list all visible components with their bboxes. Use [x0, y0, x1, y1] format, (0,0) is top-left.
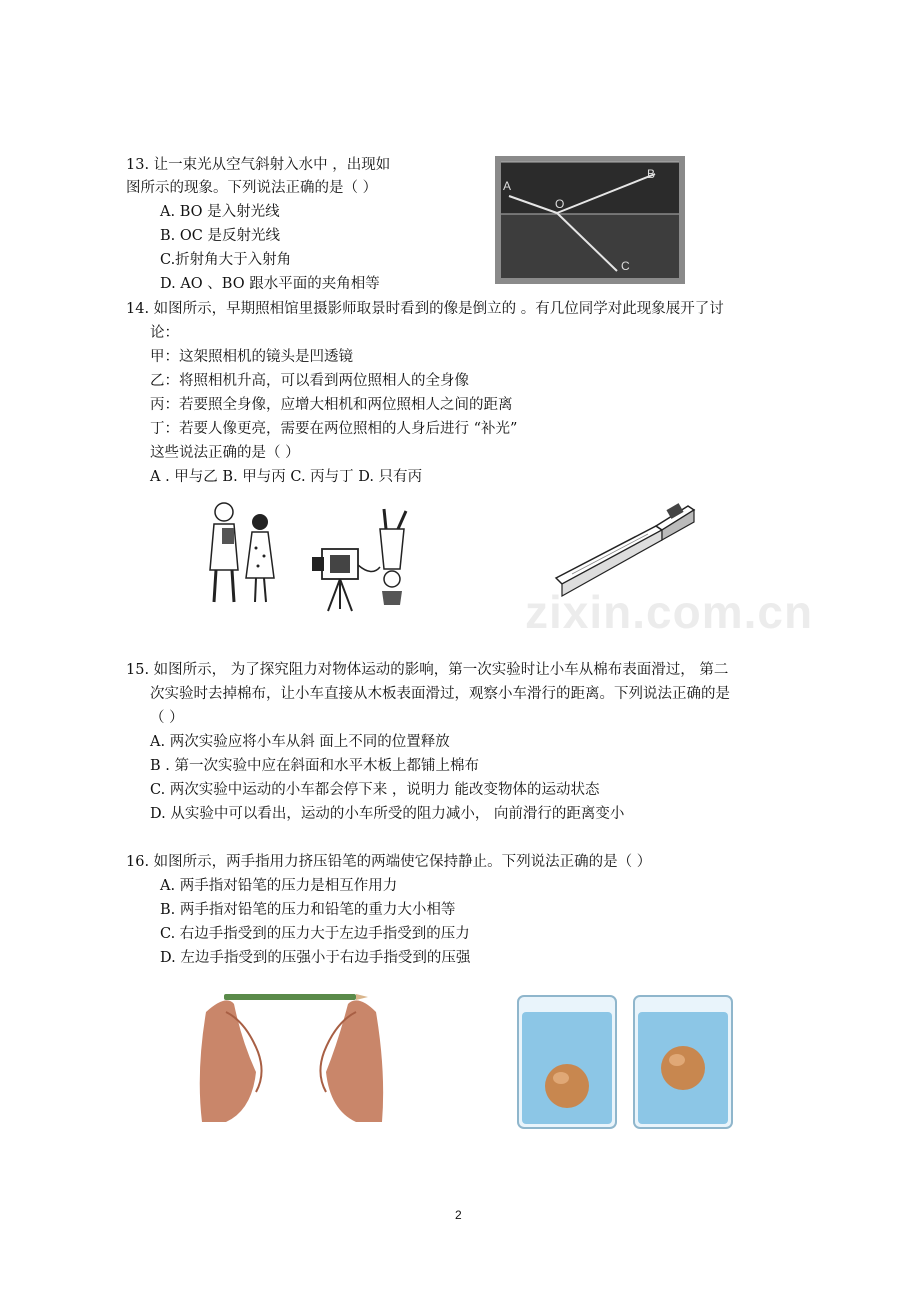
- q14-ask: 这些说法正确的是（ ）: [150, 445, 300, 461]
- q14-stem-line1: 14. 如图所示，早期照相馆里摄影师取景时看到的像是倒立的 。有几位同学对此现象展开了讨: [126, 301, 724, 317]
- beakers-eggs-photo: [512, 990, 744, 1130]
- page-number: 2: [455, 1208, 462, 1222]
- q15-stem-line1: 15. 如图所示， 为了探究阻力对物体运动的影响，第一次实验时让小车从棉布表面滑过， 第二: [126, 662, 729, 678]
- q13-option-d: D. AO 、BO 跟水平面的夹角相等: [160, 276, 380, 292]
- q14-statement-bing: 丙：若要照全身像，应增大相机和两位照相人之间的距离: [150, 397, 513, 413]
- q15-stem-line3: （ ）: [150, 710, 184, 726]
- camera-illustration: [306, 505, 416, 613]
- q16-stem-line1: 16. 如图所示，两手指用力挤压铅笔的两端使它保持静止。下列说法正确的是（ ）: [126, 854, 652, 870]
- fig-label-a: A: [503, 179, 512, 193]
- q14-statement-yi: 乙：将照相机升高，可以看到两位照相人的全身像: [150, 373, 469, 389]
- people-posing-illustration: [200, 498, 280, 610]
- watermark: zixin.com.cn: [525, 586, 814, 638]
- q15-option-a: A. 两次实验应将小车从斜 面上不同的位置释放: [150, 734, 450, 750]
- q16-option-a: A. 两手指对铅笔的压力是相互作用力: [160, 878, 398, 894]
- q13-option-b: B. OC 是反射光线: [160, 228, 280, 244]
- q14-statement-jia: 甲：这架照相机的镜头是凹透镜: [150, 349, 353, 365]
- q15-option-c: C. 两次实验中运动的小车都会停下来 ，说明力 能改变物体的运动状态: [150, 782, 600, 798]
- pencil-hands-photo: [196, 982, 386, 1127]
- q13-option-a: A. BO 是入射光线: [160, 204, 280, 220]
- q15-option-b: B . 第一次实验中应在斜面和水平木板上都铺上棉布: [150, 758, 479, 774]
- q13-stem-line1: 13. 让一束光从空气斜射入水中 ，出现如: [126, 157, 391, 173]
- q14-stem-line2: 论：: [150, 325, 179, 341]
- q15-option-d: D. 从实验中可以看出，运动的小车所受的阻力减小， 向前滑行的距离变小: [150, 806, 625, 822]
- q16-option-b: B. 两手指对铅笔的压力和铅笔的重力大小相等: [160, 902, 456, 918]
- q13-option-c: C.折射角大于入射角: [160, 252, 292, 268]
- q14-statement-ding: 丁：若要人像更亮，需要在两位照相的人身后进行 “补光”: [150, 421, 518, 437]
- refraction-photo: [495, 156, 685, 284]
- q16-option-c: C. 右边手指受到的压力大于左边手指受到的压力: [160, 926, 470, 942]
- q16-option-d: D. 左边手指受到的压强小于右边手指受到的压强: [160, 950, 471, 966]
- q15-stem-line2: 次实验时去掉棉布，让小车直接从木板表面滑过，观察小车滑行的距离。下列说法正确的是: [150, 686, 730, 702]
- q13-stem-line2: 图所示的现象。下列说法正确的是（ ）: [126, 180, 378, 196]
- fig-label-c: C: [621, 259, 630, 273]
- q14-options: A . 甲与乙 B. 甲与丙 C. 丙与丁 D. 只有丙: [150, 469, 423, 485]
- fig-label-o: O: [555, 197, 565, 211]
- fig-label-b: B: [647, 167, 656, 181]
